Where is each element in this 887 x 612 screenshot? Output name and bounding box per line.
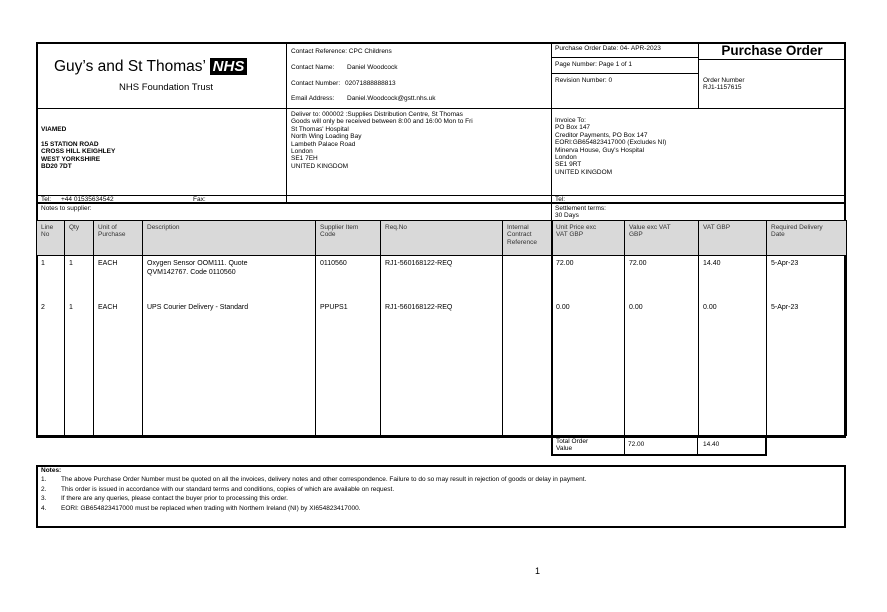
row-2-description: UPS Courier Delivery - Standard [147, 304, 249, 311]
row-2-req-no: RJ1-560168122-REQ [385, 304, 453, 311]
column-header-delivery-date-text: Required Delivery Date [771, 224, 823, 239]
column-header-vat-text: VAT GBP [703, 224, 731, 231]
row-2-unit-price: 0.00 [556, 304, 570, 311]
column-qty [64, 255, 94, 436]
row-1-unit-price: 72.00 [556, 260, 574, 267]
settlement-terms: Settlement terms: 30 Days [555, 205, 606, 220]
note-number: 4. [41, 504, 47, 512]
note-item: The above Purchase Order Number must be quoted on all the invoices, delivery notes and other correspondence. Failure to do so may result in rejection of goods or delay in payment. [61, 476, 587, 483]
contact-number-label: Contact Number: [291, 80, 341, 87]
po-date: Purchase Order Date: 04- APR-2023 [555, 45, 661, 52]
column-line-no [36, 255, 65, 436]
nhs-badge: NHS [210, 58, 248, 75]
note-number: 3. [41, 495, 47, 502]
delivery-address: Deliver to: 000002 :Supplies Distribution Centre, St Thomas Goods will only be received between 8:00 and 16:00 Mon to Fri St Thomas' Hospital North Wing Loading Bay Lambeth Palace Road London SE1 7EH UNITED KINGDOM [291, 111, 473, 170]
logo-cell [36, 42, 287, 109]
document-title: Purchase Order [721, 43, 823, 58]
row-2-line-no: 2 [41, 304, 45, 311]
total-label: Total Order Value [556, 438, 589, 453]
row-2-value-exc-vat: 0.00 [629, 304, 643, 311]
fax-label: Fax: [193, 196, 206, 203]
column-value-exc-vat [624, 255, 699, 436]
contact-name-label: Contact Name: [291, 64, 335, 71]
note-number: 1. [41, 476, 47, 483]
order-number-label: Order Number [703, 77, 745, 84]
column-description [142, 255, 316, 436]
order-number: RJ1-1157615 [703, 84, 742, 91]
column-header-unit-price-text: Unit Price exc VAT GBP [556, 224, 597, 239]
column-unit-price [551, 255, 625, 436]
row-2-unit: EACH [98, 304, 118, 311]
row-1-qty: 1 [69, 260, 73, 267]
notes-title: Notes: [41, 467, 62, 474]
column-vat [698, 255, 767, 436]
column-header-qty-text: Qty [69, 224, 80, 231]
column-header-req-no-text: Req.No [385, 224, 408, 231]
contact-number: 02071888888813 [345, 80, 396, 87]
row-1-value-exc-vat: 72.00 [629, 260, 647, 267]
page-number-info: Page Number: Page 1 of 1 [555, 61, 632, 68]
column-header-line-no-text: Line No [41, 224, 54, 239]
column-header-unit-text: Unit of Purchase [98, 224, 126, 239]
column-unit [93, 255, 143, 436]
revision-number: Revision Number: 0 [555, 77, 613, 84]
notes-to-supplier-label: Notes to supplier: [41, 205, 92, 212]
column-delivery-date [766, 255, 847, 436]
row-1-vat: 14.40 [703, 260, 721, 267]
supplier-tel: +44 01535634542 [61, 196, 114, 203]
column-req-no [380, 255, 503, 436]
contact-name: Daniel Woodcock [347, 64, 398, 71]
column-header-description-text: Description [147, 224, 180, 231]
trust-subtitle: NHS Foundation Trust [119, 82, 213, 93]
row-1-unit: EACH [98, 260, 118, 267]
row-1-line-no: 1 [41, 260, 45, 267]
row-2-delivery-date: 5-Apr-23 [771, 304, 799, 311]
trust-logo: Guy’s and St Thomas’ NHS [54, 58, 247, 76]
row-1-description: Oxygen Sensor OOM111. Quote QVM142767. Code 0110560 [147, 260, 248, 276]
column-supplier-code [315, 255, 381, 436]
note-number: 2. [41, 485, 47, 493]
invoice-tel-label: Tel: [555, 196, 566, 203]
note-item: If there are any queries, please contact the buyer prior to processing this order. [61, 495, 288, 502]
invoice-address: Invoice To: PO Box 147 Creditor Payments, PO Box 147 EORI:GB654823417000 (Excludes NI) Minerva House, Guy's Hospital London SE1 9RT UNITED KINGDOM [555, 117, 667, 176]
supplier-address: VIAMED 15 STATION ROAD CROSS HILL KEIGHLEY WEST YORKSHIRE BD20 7DT [41, 126, 116, 171]
row-1-req-no: RJ1-560168122-REQ [385, 260, 453, 267]
row-1-supplier-code: 0110560 [320, 260, 347, 267]
column-header-value-exc-vat-text: Value exc VAT GBP [629, 224, 671, 239]
note-item: This order is issued in accordance with our standard terms and conditions, copies of which are available on request. [61, 485, 395, 493]
row-2-vat: 0.00 [703, 304, 717, 311]
total-vat: 14.40 [703, 441, 720, 448]
row-1-delivery-date: 5-Apr-23 [771, 260, 799, 267]
tel-label: Tel: [41, 196, 52, 203]
contact-email: Daniel.Woodcock@gstt.nhs.uk [347, 95, 436, 102]
contact-reference: Contact Reference: CPC Childrens [291, 48, 392, 55]
row-2-supplier-code: PPUPS1 [320, 304, 348, 311]
column-header-supplier-code-text: Supplier Item Code [320, 224, 359, 239]
column-contract-ref [502, 255, 552, 436]
total-value: 72.00 [628, 441, 645, 448]
column-header-contract-ref-text: Internal Contract Reference [507, 224, 537, 246]
notes-to-supplier-cell [36, 203, 552, 221]
note-item: EORI: GB654823417000 must be replaced when trading with Northern Ireland (NI) by XI654823417000. [61, 504, 361, 512]
page-number: 1 [535, 566, 541, 576]
email-label: Email Address: [291, 95, 335, 102]
row-2-qty: 1 [69, 304, 73, 311]
